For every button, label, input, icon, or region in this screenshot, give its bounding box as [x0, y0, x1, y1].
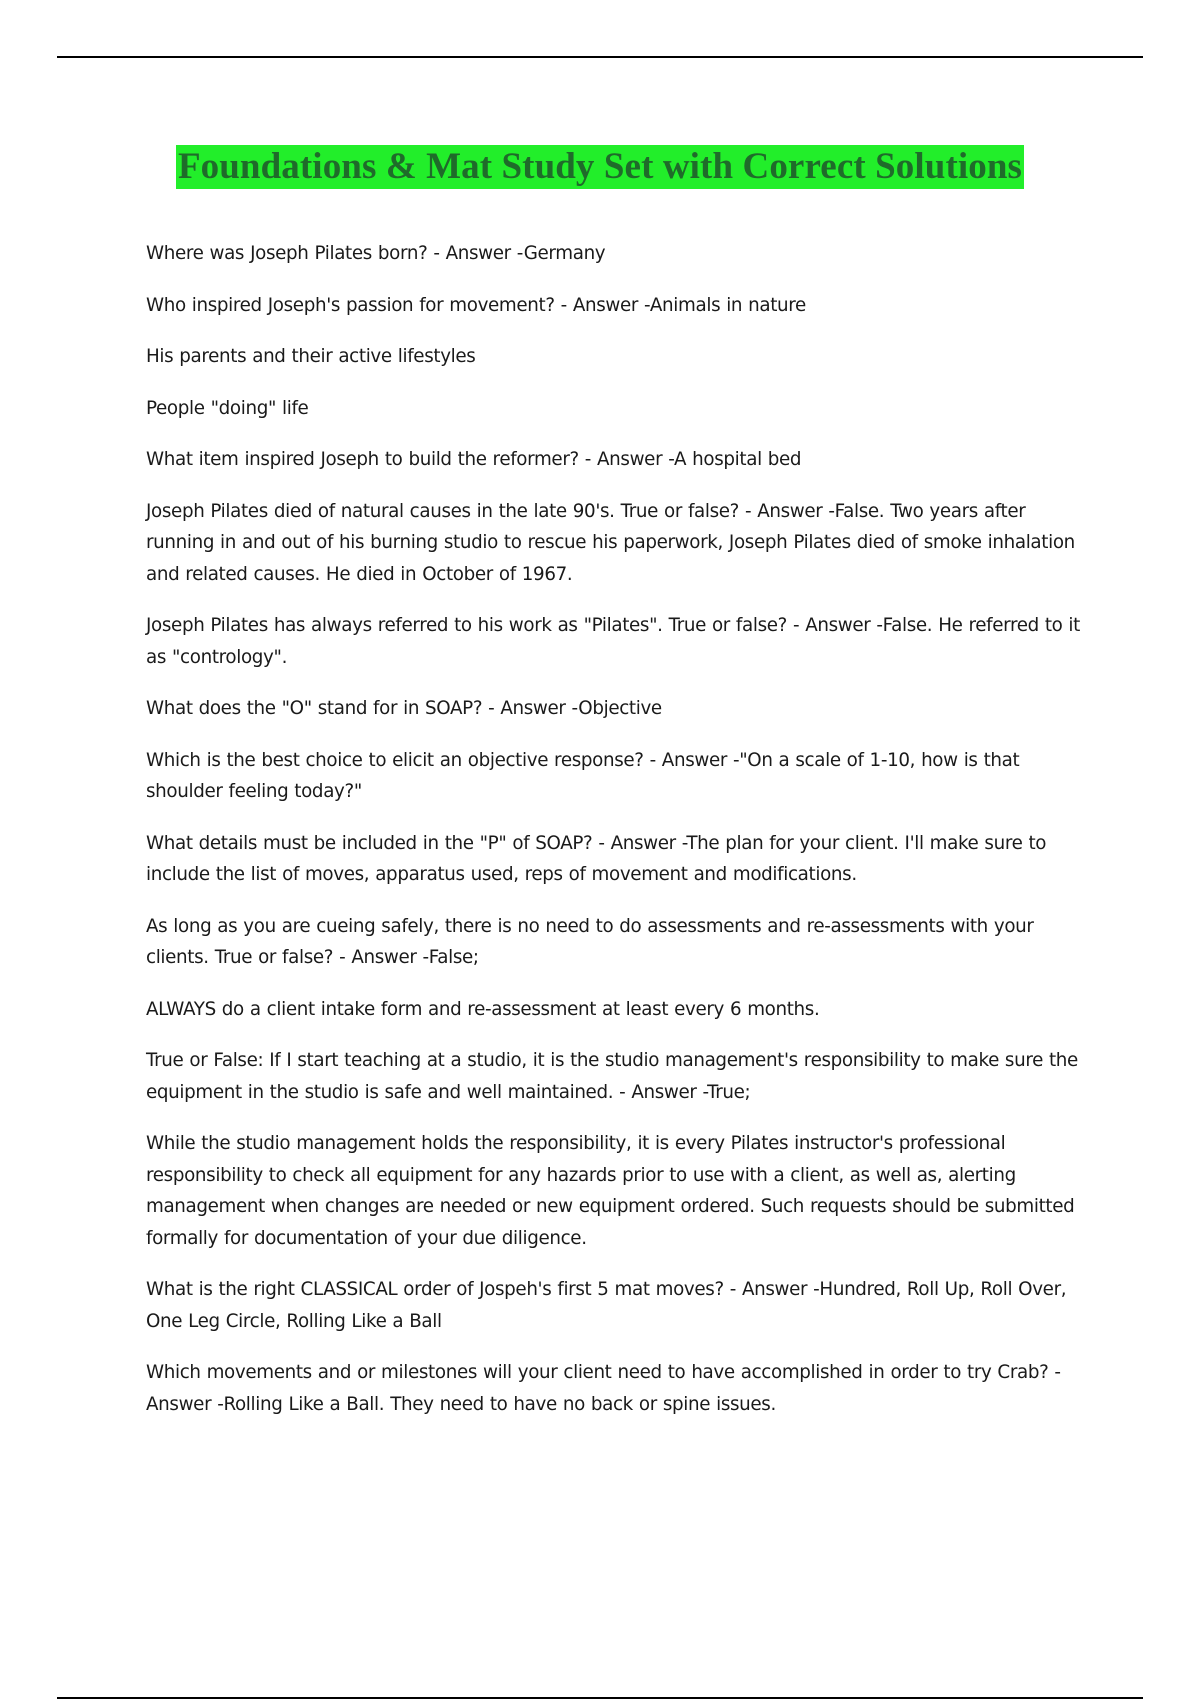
- qa-paragraph: What is the right CLASSICAL order of Jospeh's first 5 mat moves? - Answer -Hundred, Roll Up, Roll Over, One Leg Circle, Rolling Like a Ball: [146, 1279, 1067, 1332]
- qa-paragraph: What does the "O" stand for in SOAP? - Answer -Objective: [146, 698, 662, 719]
- header-rule: [57, 56, 1143, 58]
- footer-rule: [57, 1697, 1143, 1699]
- qa-paragraph: Joseph Pilates died of natural causes in the late 90's. True or false? - Answer -False. Two years after running in and out of his burning studio to rescue his paperwork, Joseph Pilates died of smoke inhalation and related causes. He died in October of 1967.: [146, 500, 1075, 585]
- qa-paragraph: While the studio management holds the responsibility, it is every Pilates instructor's professional responsibility to check all equipment for any hazards prior to use with a client, as well as, alerting management when changes are needed or new equipment ordered. Such requests should be submitted formally for documentation of your due diligence.: [146, 1133, 1075, 1249]
- qa-paragraph: Which movements and or milestones will your client need to have accomplished in order to try Crab? - Answer -Rolling Like a Ball. They need to have no back or spine issues.: [146, 1362, 1061, 1415]
- qa-paragraph: His parents and their active lifestyles: [146, 346, 476, 367]
- qa-paragraph: Which is the best choice to elicit an objective response? - Answer -"On a scale of 1-10, how is that shoulder feeling today?": [146, 749, 1020, 802]
- qa-paragraph: Where was Joseph Pilates born? - Answer -Germany: [146, 243, 606, 264]
- qa-paragraph: As long as you are cueing safely, there is no need to do assessments and re-assessments with your clients. True or false? - Answer -False;: [146, 915, 1034, 968]
- qa-paragraph: Who inspired Joseph's passion for movement? - Answer -Animals in nature: [146, 294, 806, 316]
- document-title: Foundations & Mat Study Set with Correct Solutions: [177, 146, 1023, 187]
- qa-paragraph: ALWAYS do a client intake form and re-assessment at least every 6 months.: [146, 998, 820, 1020]
- qa-paragraph: People "doing" life: [146, 397, 309, 419]
- qa-paragraph: Joseph Pilates has always referred to his work as "Pilates". True or false? - Answer -False. He referred to it as "contrology".: [146, 615, 1080, 668]
- qa-paragraph: What details must be included in the "P" of SOAP? - Answer -The plan for your client. I'll make sure to include the list of moves, apparatus used, reps of movement and modifications.: [146, 832, 1047, 885]
- qa-list: [146, 238, 1096, 1440]
- title-container: [0, 145, 1200, 189]
- qa-paragraph: True or False: If I start teaching at a studio, it is the studio management's responsibility to make sure the equipment in the studio is safe and well maintained. - Answer -True;: [146, 1050, 1078, 1103]
- qa-paragraph: What item inspired Joseph to build the reformer? - Answer -A hospital bed: [146, 449, 802, 470]
